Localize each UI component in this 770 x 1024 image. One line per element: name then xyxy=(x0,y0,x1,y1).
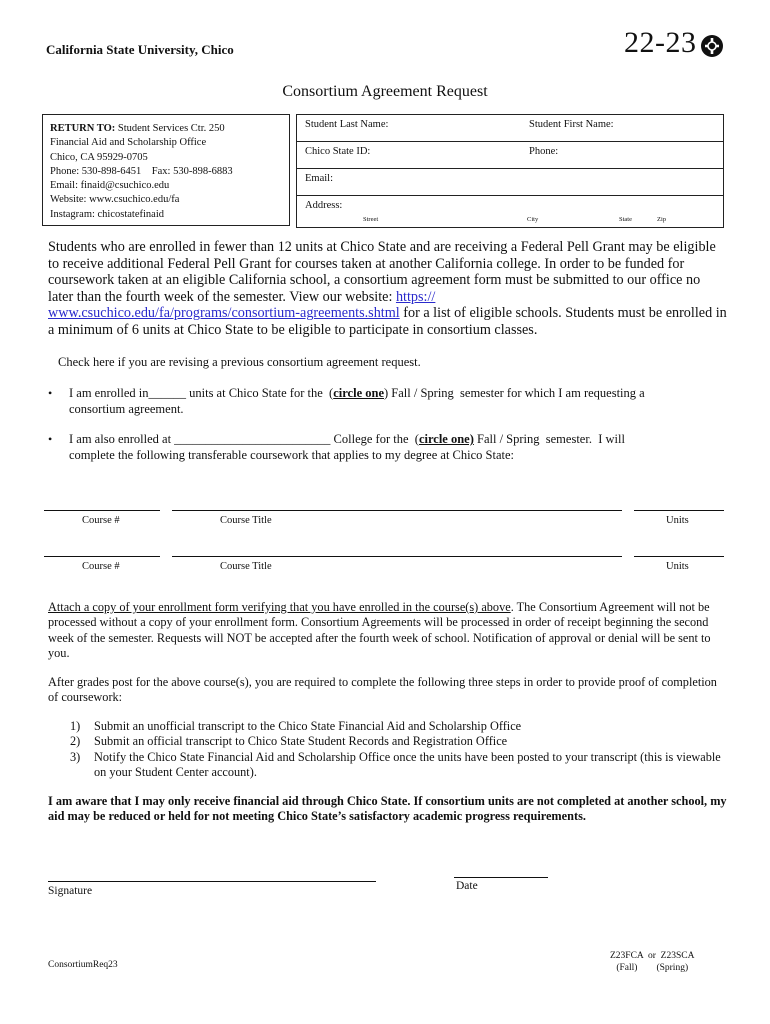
return-instagram: Instagram: chicostatefinaid xyxy=(50,208,164,220)
course-title-line[interactable] xyxy=(172,510,622,511)
revision-checkbox[interactable]: Check here if you are revising a previous consortium agreement request. xyxy=(58,355,421,369)
consortium-link[interactable]: https:// www.csuchico.edu/fa/programs/consortium-agreements.shtml xyxy=(48,288,436,322)
course-title-label: Course Title xyxy=(220,515,272,526)
bullet2-text: Fall / Spring semester. I will xyxy=(473,432,625,446)
form-codes xyxy=(610,950,694,974)
acknowledgement-text: I am aware that I may only receive financial aid through Chico State. If consortium units are not completed at another school, my aid may be reduced or held for not meeting Chico State’s satisfactory academic progress requirements. xyxy=(48,794,727,824)
date-label: Date xyxy=(456,880,478,892)
street-label: Street xyxy=(363,216,379,223)
date-line[interactable] xyxy=(454,877,548,878)
form-code-terms: (Fall) (Spring) xyxy=(616,963,689,973)
units-line[interactable] xyxy=(634,510,724,511)
bullet-other-college xyxy=(48,431,728,462)
university-name: California State University, Chico xyxy=(46,42,234,57)
units-label: Units xyxy=(666,515,689,526)
attach-rest: . The Consortium Agreement will not be processed without a copy of your enrollment form. Consortium Agreements will be processed in order of receipt beginning the second week of the semester. Requests will NOT be accepted after the fourth week of school. Notification of approval or denial will be sent to you. xyxy=(48,600,711,661)
circle-one-label: circle one) xyxy=(418,432,474,446)
bullet1-line2: consortium agreement. xyxy=(69,402,184,416)
return-phone: Phone: 530-898-6451 Fax: 530-898-6883 xyxy=(50,165,233,177)
units-label: Units xyxy=(666,561,689,572)
email-label: Email: xyxy=(305,173,333,184)
bullet-enrolled xyxy=(48,385,728,416)
signature-label: Signature xyxy=(48,885,93,897)
student-info-box xyxy=(296,114,724,228)
form-code-values: Z23FCA or Z23SCA xyxy=(610,951,695,961)
bullet1-text: units at Chico State for the ( xyxy=(186,386,334,400)
phone-label: Phone: xyxy=(529,146,559,157)
return-email: Email: finaid@csuchico.edu xyxy=(50,180,170,192)
step-item xyxy=(70,734,730,749)
intro-paragraph xyxy=(48,239,728,339)
return-to-box xyxy=(42,114,290,226)
bullet2-text: I am also enrolled at xyxy=(69,432,175,446)
step-number: 1) xyxy=(70,719,81,733)
grades-paragraph: After grades post for the above course(s), you are required to complete the following three steps in order to provide proof of completion of coursework: xyxy=(48,675,717,705)
course-number-label: Course # xyxy=(82,561,120,572)
attach-paragraph xyxy=(48,600,728,662)
address-label: Address: xyxy=(305,200,343,211)
intro-text-end: for a list of eligible schools. Students must be enrolled in a minimum of 6 units at Chico State to be eligible to participate in consortium classes. xyxy=(48,305,727,338)
state-label: State xyxy=(619,216,632,223)
return-line: Financial Aid and Scholarship Office xyxy=(50,137,207,149)
return-label: RETURN TO: xyxy=(50,123,116,134)
last-name-label: Student Last Name: xyxy=(305,119,389,130)
bullet-icon: • xyxy=(48,386,53,400)
bullet1-text: I am enrolled in xyxy=(69,386,149,400)
bullet-icon: • xyxy=(48,432,53,446)
course-number-line[interactable] xyxy=(44,556,160,557)
step-item xyxy=(70,719,730,734)
circle-one-label: circle one xyxy=(333,386,384,400)
form-title: Consortium Agreement Request xyxy=(282,83,488,100)
form-id: ConsortiumReq23 xyxy=(48,960,118,970)
step-text: Submit an unofficial transcript to the Chico State Financial Aid and Scholarship Office xyxy=(94,719,522,733)
intro-text: Students who are enrolled in fewer than 12 units at Chico State and are receiving a Federal Pell Grant may be eligible to receive additional Federal Pell Grant for courses taken at another California college. In order to be funded for coursework taken at an eligible California school, a consortium agreement form must be submitted to our office no later than the fourth week of the semester. View our website: xyxy=(48,239,716,305)
bullet2-text: College for the ( xyxy=(330,432,419,446)
attach-instruction: Attach a copy of your enrollment form verifying that you have enrolled in the course(s) above xyxy=(48,600,511,614)
first-name-label: Student First Name: xyxy=(529,119,614,130)
step-number: 2) xyxy=(70,734,81,749)
units-blank[interactable]: ______ xyxy=(148,386,186,400)
step-number: 3) xyxy=(70,749,81,764)
return-line: Student Services Ctr. 250 xyxy=(115,123,225,134)
bullet2-line2: complete the following transferable coursework that applies to my degree at Chico State: xyxy=(69,448,514,462)
address-row[interactable] xyxy=(297,196,723,227)
csu-logo-icon xyxy=(700,34,724,58)
chico-id-label: Chico State ID: xyxy=(305,146,371,157)
award-year: 22-23 xyxy=(624,26,697,59)
step-text: Notify the Chico State Financial Aid and Scholarship Office once the units have been posted to your transcript (this is viewable on your Student Center account). xyxy=(94,749,721,780)
course-title-line[interactable] xyxy=(172,556,622,557)
zip-label: Zip xyxy=(657,216,667,223)
signature-line[interactable] xyxy=(48,881,376,882)
return-line: Chico, CA 95929-0705 xyxy=(50,151,148,163)
steps-list xyxy=(70,719,730,781)
id-phone-row[interactable] xyxy=(297,142,723,169)
course-number-label: Course # xyxy=(82,515,120,526)
name-row[interactable] xyxy=(297,115,723,142)
email-row[interactable] xyxy=(297,169,723,196)
city-label: City xyxy=(527,216,539,223)
step-text: Submit an official transcript to Chico State Student Records and Registration Office xyxy=(94,734,508,749)
course-title-label: Course Title xyxy=(220,561,272,572)
return-website: Website: www.csuchico.edu/fa xyxy=(50,194,180,206)
step-item xyxy=(70,750,730,781)
college-blank[interactable]: _________________________ xyxy=(174,432,331,446)
course-number-line[interactable] xyxy=(44,510,160,511)
units-line[interactable] xyxy=(634,556,724,557)
bullet1-text: ) Fall / Spring semester for which I am requesting a xyxy=(384,386,645,400)
